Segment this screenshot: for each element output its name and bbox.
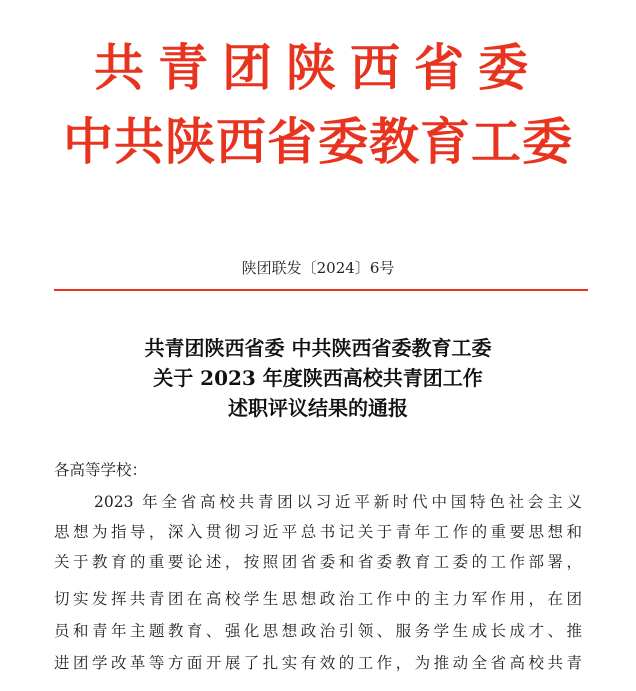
document-title-line-1: 共青团陕西省委 中共陕西省委教育工委 [144, 336, 492, 360]
document-number: 陕团联发〔2024〕6号 [241, 259, 395, 277]
body-line: 思想为指导，深入贯彻习近平总书记关于青年工作的重要思想和 [54, 523, 582, 541]
red-divider-line [54, 289, 588, 291]
document-title-line-2: 关于 2023 年度陕西高校共青团工作 [153, 366, 483, 390]
issuer-header-league: 共青团陕西省委 [94, 39, 542, 97]
body-line: 进团学改革等方面开展了扎实有效的工作，为推动全省高校共青 [54, 654, 582, 672]
body-line: 员和青年主题教育、强化思想政治引领、服务学生成长成才、推 [54, 622, 582, 640]
body-line: 关于教育的重要论述，按照团省委和省委教育工委的工作部署， [54, 553, 582, 571]
issuer-header-education: 中共陕西省委教育工委 [63, 113, 573, 171]
salutation: 各高等学校： [54, 461, 148, 479]
body-line: 切实发挥共青团在高校学生思想政治工作中的主力军作用，在团 [54, 590, 582, 608]
document-title-line-3: 述职评议结果的通报 [228, 396, 408, 420]
body-line: 2023 年全省高校共青团以习近平新时代中国特色社会主义 [94, 493, 582, 511]
